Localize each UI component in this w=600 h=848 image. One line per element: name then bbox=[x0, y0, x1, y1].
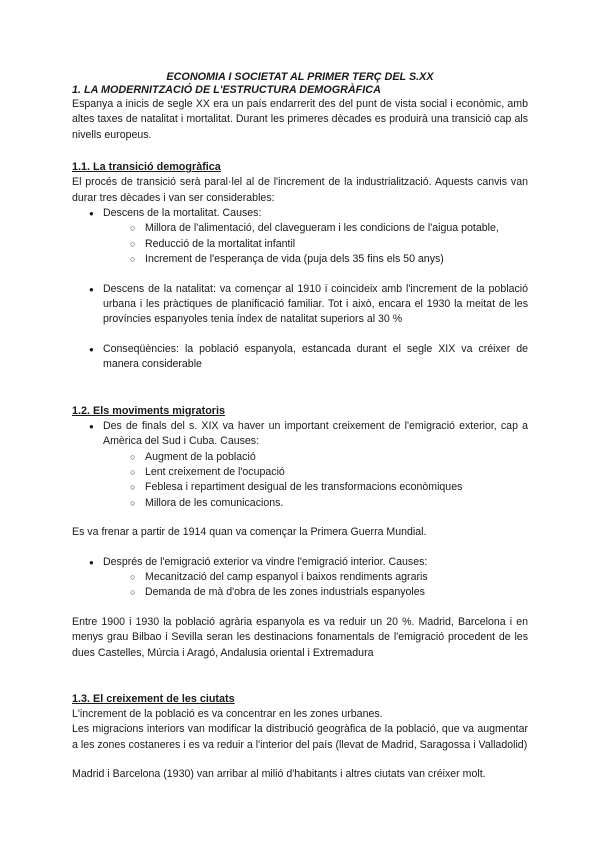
section-1-3-heading: 1.3. El creixement de les ciutats bbox=[72, 692, 235, 705]
list-item: ● Descens de la natalitat: va començar al 1910 i coincideix amb l'increment de la població urbana i les pràctiques de planificació familiar. Tot i això, encara el 1930 la meitat de les províncies espanyoles tenia índex de natalitat superiors al 30 % bbox=[72, 282, 528, 328]
bullet-text: Des de finals del s. XIX va haver un important creixement de l'emigració exterior, cap a Amèrica del Sud i Cuba. Causes: bbox=[103, 419, 528, 448]
bullet-text: Després de l'emigració exterior va vindre l'emigració interior. Causes: bbox=[103, 555, 428, 568]
list-item bbox=[72, 419, 528, 511]
sub-list-item: ○ Reducció de la mortalitat infantil bbox=[103, 237, 528, 252]
sub-list-item: ○ Augment de la població bbox=[103, 450, 528, 465]
section-1-intro: Espanya a inicis de segle XX era un país endarrerit des del punt de vista social i econòmic, amb altes taxes de natalitat i mortalitat. Durant les primeres dècades es produirà una transició cap als nivells europeus. bbox=[72, 98, 528, 141]
section-1-3-line: L'increment de la població es va concentrar en les zones urbanes. bbox=[72, 707, 383, 720]
section-1-2-closing: Entre 1900 i 1930 la població agrària espanyola es va reduir un 20 %. Madrid, Barcelona i en menys grau Bilbao i Sevilla seran les destinacions fonamentals de l'emigració procedent de les dues Castelles, Múrcia i Aragó, Andalusia oriental i Extremadura bbox=[72, 615, 528, 659]
section-1-3-line: Madrid i Barcelona (1930) van arribar al milió d'habitants i altres ciutats van créixer molt. bbox=[72, 768, 486, 781]
section-1-1-intro: El procés de transició serà paral·lel al de l'increment de la industrialització. Aquests canvis van durar tres dècades i van ser considerables: bbox=[72, 176, 528, 204]
sub-list-item: ○ Lent creixement de l'ocupació bbox=[103, 465, 528, 480]
section-1-3-line: Les migracions interiors van modificar la distribució geogràfica de la població, que va augmentar a les zones costaneres i es va reduir a l'interior del país (llevat de Madrid, Saragossa i Valladolid) bbox=[72, 723, 528, 751]
document-title: ECONOMIA I SOCIETAT AL PRIMER TERÇ DEL S.XX bbox=[166, 71, 434, 83]
list-item bbox=[72, 555, 528, 601]
sub-list-item: ○ Feblesa i repartiment desigual de les transformacions econòmiques bbox=[103, 480, 528, 495]
sub-list bbox=[103, 570, 528, 601]
sub-list bbox=[103, 221, 528, 267]
list-item: ● Conseqüències: la població espanyola, estancada durant el segle XIX va créixer de manera considerable bbox=[72, 342, 528, 373]
section-1-1-heading: 1.1. La transició demogràfica bbox=[72, 161, 221, 174]
sub-list-item: ○ Millora de l'alimentació, del clavegueram i les condicions de l'aigua potable, bbox=[103, 221, 528, 236]
section-1-1-list bbox=[72, 206, 528, 268]
sub-list-item: ○ Increment de l'esperança de vida (puja dels 35 fins els 50 anys) bbox=[103, 252, 528, 267]
section-1-2-list bbox=[72, 419, 528, 511]
sub-list-item: ○ Millora de les comunicacions. bbox=[103, 496, 528, 511]
list-item bbox=[72, 206, 528, 268]
sub-list bbox=[103, 450, 528, 512]
section-1-2-heading: 1.2. Els moviments migratoris bbox=[72, 404, 226, 417]
section-1-heading: 1. LA MODERNITZACIÓ DE L'ESTRUCTURA DEMOGRÀFICA bbox=[72, 84, 381, 96]
sub-list-item: ○ Demanda de mà d'obra de les zones industrials espanyoles bbox=[103, 585, 528, 600]
emigration-stop-text: Es va frenar a partir de 1914 quan va començar la Primera Guerra Mundial. bbox=[72, 526, 427, 539]
document-page bbox=[72, 70, 528, 783]
bullet-text: Descens de la mortalitat. Causes: bbox=[103, 207, 262, 220]
sub-list-item: ○ Mecanització del camp espanyol i baixos rendiments agraris bbox=[103, 570, 528, 585]
